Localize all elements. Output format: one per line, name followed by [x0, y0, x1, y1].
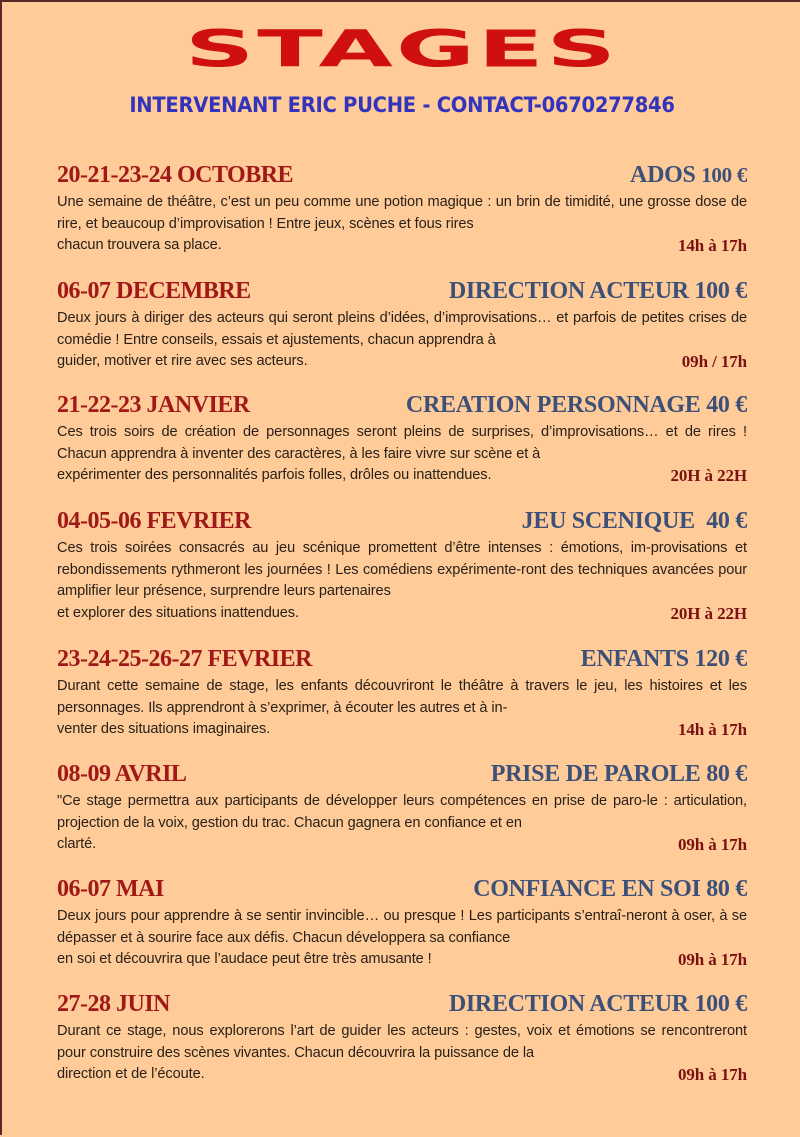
stage-dates: 23-24-25-26-27 FEVRIER [57, 646, 312, 672]
stage-hours: 14h à 17h [677, 236, 747, 255]
stage-price: 40 € [706, 392, 747, 418]
description-text: Deux jours pour apprendre à se sentir invincible… ou presque ! Les participants s’entraî-neront à oser, à se dépasser et à sourire face aux défis. Chacun développera sa confiance [57, 908, 747, 946]
stage-name: DIRECTION ACTEUR [448, 991, 689, 1017]
stage-description [57, 906, 747, 971]
stage-description [57, 791, 747, 856]
stage-offer [406, 392, 747, 419]
description-text: Deux jours à diriger des acteurs qui seront pleins d’idées, d’improvisations… et parfois de petites crises de comédie ! Entre conseils, essais et ajustements, chacun apprendra à [57, 310, 747, 348]
stage-offer [449, 278, 747, 305]
stage-header [57, 646, 747, 676]
page-title: STAGES [184, 19, 619, 79]
stage-offer [522, 508, 747, 535]
stage-header [57, 761, 747, 791]
stage-price: 100 € [694, 278, 747, 304]
description-end: clarté. [57, 836, 97, 852]
description-end: en soi et découvrira que l’audace peut être très amusante ! [57, 951, 432, 967]
description-text: Durant ce stage, nous explorerons l’art de guider les acteurs : gestes, voix et émotions se rencontreront pour construire des scènes vivantes. Chacun découvrira la puissance de la [57, 1023, 747, 1061]
stage-header [57, 991, 747, 1021]
description-text: Ces trois soirées consacrés au jeu scénique promettent d’être intenses : émotions, im-provisations et rebondissements rythmeront les journées ! Les comédiens expérimente-ront des techniques avancées pour amplifier leur présence, surprendre leurs partenaires [57, 540, 747, 599]
stage-block [57, 278, 747, 373]
description-end: expérimenter des personnalités parfois folles, drôles ou inattendues. [57, 467, 492, 483]
stage-description [57, 192, 747, 257]
stage-price: 120 € [694, 646, 747, 672]
stage-dates: 06-07 MAI [57, 876, 164, 902]
description-end: chacun trouvera sa place. [57, 237, 222, 253]
stage-dates: 06-07 DECEMBRE [57, 278, 251, 304]
stage-dates: 21-22-23 JANVIER [57, 392, 250, 418]
stage-dates: 04-05-06 FEVRIER [57, 508, 251, 534]
description-text: Durant cette semaine de stage, les enfants découvriront le théâtre à travers le jeu, les histoires et les personnages. Ils apprendront à s’exprimer, à écouter les autres et à in- [57, 678, 747, 716]
stage-hours: 09h à 17h [677, 1065, 747, 1084]
stage-description [57, 1021, 747, 1086]
stage-hours: 14h à 17h [677, 720, 747, 739]
stage-price: 100 € [701, 163, 747, 187]
stage-block [57, 392, 747, 487]
stage-name: CREATION PERSONNAGE [405, 392, 701, 418]
stage-block [57, 508, 747, 624]
stage-description [57, 676, 747, 741]
stage-name: ENFANTS [580, 646, 689, 672]
description-text: Ces trois soirs de création de personnages seront pleins de surprises, d’improvisations… et de rires ! Chacun apprendra à inventer des caractères, à les faire vivre sur scène et à [57, 424, 747, 462]
stage-block [57, 991, 747, 1086]
stage-offer [449, 991, 747, 1018]
description-end: direction et de l’écoute. [57, 1066, 205, 1082]
stage-description [57, 538, 747, 624]
stage-name: PRISE DE PAROLE [490, 761, 701, 787]
stage-block [57, 162, 747, 257]
description-end: guider, motiver et rire avec ses acteurs. [57, 353, 308, 369]
stage-price: 80 € [706, 876, 747, 902]
stage-hours: 09h à 17h [677, 835, 747, 854]
stage-header [57, 392, 747, 422]
description-end: venter des situations imaginaires. [57, 721, 271, 737]
stage-price: 40 € [706, 508, 747, 534]
stage-block [57, 646, 747, 741]
stage-description [57, 308, 747, 373]
description-text: "Ce stage permettra aux participants de développer leurs compétences en prise de paro-le : articulation, projection de la voix, gestion du trac. Chacun gagnera en confiance et en [57, 793, 747, 831]
stage-dates: 08-09 AVRIL [57, 761, 187, 787]
stage-header [57, 876, 747, 906]
stage-hours: 20H à 22H [670, 603, 747, 623]
description-end: et explorer des situations inattendues. [57, 604, 299, 621]
stage-offer [491, 761, 747, 788]
stage-dates: 27-28 JUIN [57, 991, 170, 1017]
stage-name: DIRECTION ACTEUR [448, 278, 689, 304]
stage-block [57, 761, 747, 856]
stage-hours: 20H à 22H [670, 466, 747, 485]
description-text: Une semaine de théâtre, c’est un peu comme une potion magique : un brin de timidité, une grosse dose de rire, et beaucoup d’improvisation ! Entre jeux, scènes et fous rires [57, 194, 747, 232]
stage-name: CONFIANCE EN SOI [473, 876, 701, 902]
stage-header [57, 162, 747, 192]
stage-offer [630, 162, 747, 189]
stage-hours: 09h / 17h [681, 352, 747, 371]
stage-price: 80 € [706, 761, 747, 787]
contact-subtitle: INTERVENANT ERIC PUCHE - CONTACT-0670277846 [129, 93, 675, 117]
stage-description [57, 422, 747, 487]
stage-dates: 20-21-23-24 OCTOBRE [57, 162, 294, 188]
stage-offer [473, 876, 747, 903]
stage-header [57, 278, 747, 308]
stage-name: JEU SCENIQUE [521, 508, 695, 534]
stage-price: 100 € [694, 991, 747, 1017]
stage-hours: 09h à 17h [677, 950, 747, 969]
stage-offer [581, 646, 747, 673]
stage-name: ADOS [630, 162, 696, 188]
flyer-page [2, 2, 800, 1137]
stage-header [57, 508, 747, 538]
stage-block [57, 876, 747, 971]
